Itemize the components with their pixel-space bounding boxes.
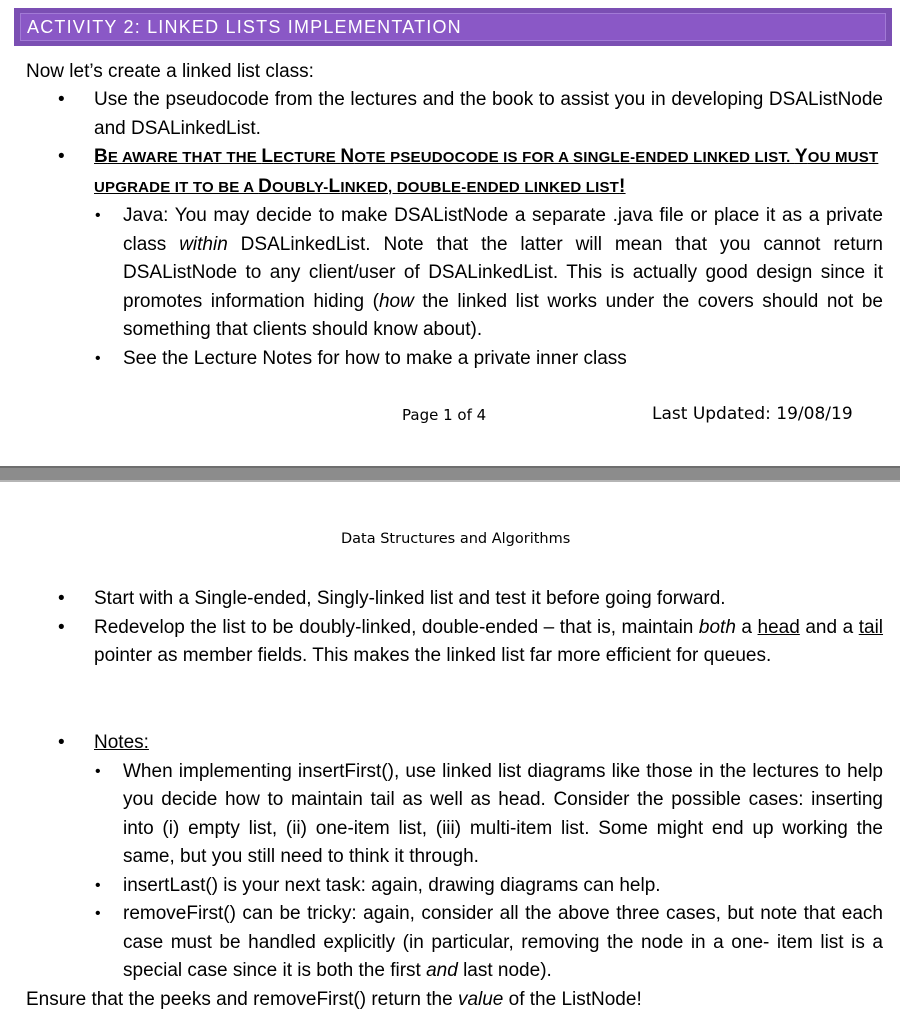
list-item	[58, 86, 883, 143]
underlined-head: head	[757, 616, 800, 638]
sub-text: the linked list works under the covers should not be something that clients should know about).	[123, 290, 883, 340]
page-separator	[0, 466, 900, 482]
bullet-text: Use the pseudocode from the lectures and the book to assist you in developing DSAListNode and DSALinkedList.	[94, 89, 883, 139]
warning-cap: D	[258, 175, 273, 197]
bullet-text: Redevelop the list to be doubly-linked, double-ended – that is, maintain	[94, 616, 699, 638]
sub-text: See the Lecture Notes for how to make a private inner class	[123, 347, 627, 369]
warning-cap: Y	[794, 146, 808, 167]
java-sub-list	[94, 202, 883, 373]
note-text: insertLast() is your next task: again, drawing diagrams can help.	[123, 874, 661, 896]
notes-label: Notes:	[94, 732, 149, 753]
warning-part: E AWARE THAT THE	[107, 149, 262, 166]
bullet-text: and a	[799, 616, 859, 638]
note-text: When implementing insertFirst(), use linked list diagrams like those in the lectures to help you decide how to maintain tail as well as head. Consider the possible cases: inserting into (i) empty list, (ii) one-item list, (iii) multi-item list. Some might end up working the same, but you still need to think it through.	[123, 760, 883, 867]
warning-cap: L	[261, 146, 274, 167]
note-text: last node).	[457, 960, 552, 981]
intro-text: Now let’s create a linked list class:	[26, 61, 314, 82]
italic-how: how	[378, 290, 414, 312]
warning-cap: B	[94, 146, 108, 167]
warning-part: OUBLY-	[272, 178, 329, 196]
bullet-text: pointer as member fields. This makes the linked list far more efficient for queues.	[94, 645, 772, 666]
italic-value: value	[457, 989, 504, 1010]
sub-text: Java: You may decide to make DSAListNode a separate .java file or place it as a private class	[123, 205, 883, 255]
bullet-text: Start with a Single-ended, Singly-linked list and test it before going forward.	[94, 588, 726, 609]
activity-bullet-list	[58, 86, 883, 373]
list-item	[58, 585, 883, 614]
bullet-text: a	[735, 616, 758, 638]
note-text: removeFirst() can be tricky: again, consider all the above three cases, but note that each case must be handled explicitly (in particular, removing the node in a one- item list is a special case since it is both the first	[123, 903, 883, 981]
sub-text: DSALinkedList. Note that the latter will mean that you cannot return DSAListNode to any client/user of DSALinkedList. This is actually good design since it promotes information hiding (	[123, 233, 883, 312]
page-header: Data Structures and Algorithms	[341, 531, 571, 547]
list-item	[94, 872, 883, 901]
activity-banner	[14, 8, 892, 46]
last-updated: Last Updated: 19/08/19	[652, 404, 853, 424]
list-item	[58, 614, 883, 671]
underlined-tail: tail	[858, 616, 884, 638]
italic-within: within	[179, 233, 228, 255]
activity-title: ACTIVITY 2: LINKED LISTS IMPLEMENTATION	[20, 13, 886, 41]
notes-list	[58, 729, 883, 986]
warning-cap: L	[328, 175, 341, 197]
ending-part: of the ListNode!	[503, 989, 642, 1010]
warning-cap: !	[619, 175, 626, 197]
warning-item	[58, 143, 883, 373]
warning-part: ECTURE	[273, 149, 341, 166]
warning-cap: N	[340, 146, 355, 167]
page-number: Page 1 of 4	[402, 406, 487, 424]
notes-item	[58, 729, 883, 986]
ending-text	[26, 986, 642, 1015]
list-item	[94, 758, 883, 872]
list-item	[94, 345, 883, 374]
warning-part: OTE PSEUDOCODE IS FOR A SINGLE-ENDED LINKED LIST.	[354, 149, 795, 166]
list-item	[94, 202, 883, 345]
warning-part: OU MUST UPGRADE IT TO BE A	[94, 149, 879, 196]
warning-part: INKED, DOUBLE-ENDED LINKED LIST	[340, 178, 620, 196]
page2-bullet-list	[58, 585, 883, 671]
notes-sub-list	[94, 758, 883, 986]
italic-and: and	[426, 960, 458, 981]
list-item	[94, 900, 883, 986]
italic-both: both	[698, 616, 736, 638]
ending-part: Ensure that the peeks and removeFirst() return the	[26, 989, 458, 1010]
warning-text	[94, 146, 879, 197]
